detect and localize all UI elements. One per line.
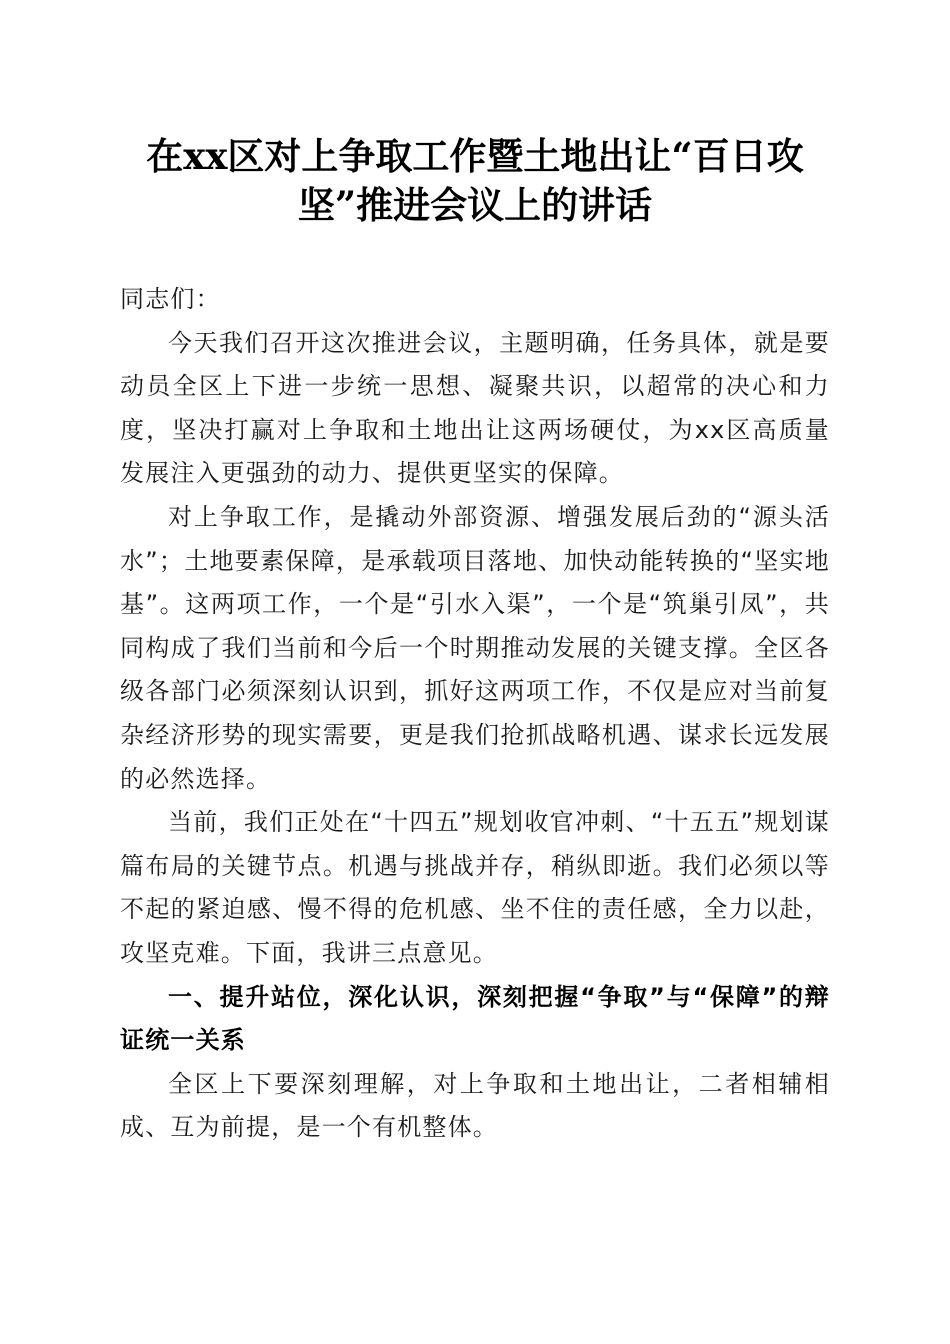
title-line-2: 坚”推进会议上的讲话 [297, 183, 653, 227]
paragraph-opening: 今天我们召开这次推进会议，主题明确，任务具体，就是要动员全区上下进一步统一思想、凝聚共识，以超常的决心和力度，坚决打赢对上争取和土地出让这两场硬仗，为xx区高质量发展注入更强劲的动力、提供更坚实的保障。 [120, 328, 830, 488]
document-body [120, 278, 830, 1150]
paragraph-current-situation: 当前，我们正处在“十四五”规划收官冲刺、“十五五”规划谋篇布局的关键节点。机遇与挑战并存，稍纵即逝。我们必须以等不起的紧迫感、慢不得的危机感、坐不住的责任感，全力以赴，攻坚克难。下面，我讲三点意见。 [120, 808, 830, 967]
paragraph-significance: 对上争取工作，是撬动外部资源、增强发展后劲的“源头活水”；土地要素保障，是承载项目落地、加快动能转换的“坚实地基”。这两项工作，一个是“引水入渠”，一个是“筑巢引凤”，共同构成了我们当前和今后一个时期推动发展的关键支撑。全区各级各部门必须深刻认识到，抓好这两项工作，不仅是应对当前复杂经济形势的现实需要，更是我们抢抓战略机遇、谋求长远发展的必然选择。 [120, 502, 830, 793]
document-title [120, 132, 830, 230]
salutation: 同志们： [120, 285, 221, 313]
section-heading-1: 一、提升站位，深化认识，深刻把握“争取”与“保障”的辩证统一关系 [120, 982, 830, 1055]
section-1-paragraph: 全区上下要深刻理解，对上争取和土地出让，二者相辅相成、互为前提，是一个有机整体。 [120, 1069, 830, 1142]
title-line-1: 在xx区对上争取工作暨土地出让“百日攻 [146, 134, 804, 178]
